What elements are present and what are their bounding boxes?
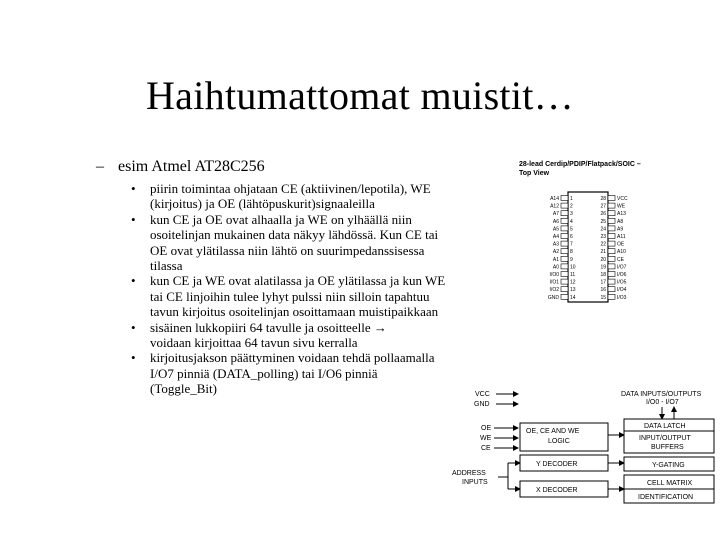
pin-left	[550, 287, 576, 294]
pin-name: A11	[617, 234, 626, 240]
subtitle: esim Atmel AT28C256	[118, 158, 265, 175]
pin-pad	[608, 256, 615, 261]
subtitle-dash: –	[96, 158, 104, 175]
logic-label-1: OE, CE AND WE	[526, 428, 580, 435]
pin-name: OE	[617, 241, 625, 248]
pin-number: 15	[600, 294, 606, 301]
pin-right	[600, 264, 626, 271]
pin-number: 12	[570, 279, 576, 286]
pin-pad	[561, 256, 568, 261]
pin-number: 26	[600, 211, 606, 218]
pin-pad	[561, 272, 568, 277]
pin-name: I/O7	[617, 264, 627, 271]
pin-pad	[608, 287, 615, 292]
bullet-dot-icon: •	[131, 350, 136, 366]
y-decoder-label: Y DECODER	[536, 461, 578, 468]
pin-pad	[608, 226, 615, 231]
pin-right	[600, 211, 626, 218]
gnd-label: GND	[474, 401, 490, 408]
pin-right	[600, 218, 623, 225]
bullet-text: kun CE ja OE ovat alhaalla ja WE on ylhäällä niin osoitelinjan mukainen data näkyy lähdössä. Kun CE tai OE ovat ylätilassa niin lähtö on suurimpedanssisessa tilassa	[150, 211, 439, 274]
bullet-item	[131, 273, 447, 319]
data-io-label-2: I/O0 - I/O7	[646, 399, 679, 406]
pin-name: A12	[550, 203, 559, 210]
pin-number: 9	[570, 256, 573, 263]
pin-name: GND	[547, 294, 559, 301]
buffers-label-1: INPUT/OUTPUT	[639, 435, 691, 442]
pin-name: A7	[552, 211, 559, 218]
pin-number: 19	[600, 264, 606, 271]
pin-number: 7	[570, 241, 573, 248]
pin-pad	[561, 203, 568, 208]
pin-name: A2	[552, 249, 559, 256]
pin-pad	[561, 264, 568, 269]
pinout-caption-line1: 28-lead Cerdip/PDIP/Flatpack/SOIC –	[519, 161, 641, 168]
pin-pad	[608, 218, 615, 223]
pin-number: 16	[600, 287, 606, 294]
bullet-text: kirjoitusjakson päättyminen voidaan tehdä pollaamalla I/O7 pinniä (DATA_polling) tai I/O6 pinniä (Toggle_Bit)	[150, 350, 435, 397]
y-gating-label: Y-GATING	[652, 462, 685, 469]
pin-left	[550, 196, 573, 203]
pin-number: 2	[570, 203, 573, 210]
address-label-2: INPUTS	[462, 479, 488, 486]
pin-right	[600, 272, 626, 279]
pin-name: A13	[617, 211, 626, 218]
pin-name: I/O6	[617, 272, 627, 278]
pin-pad	[608, 234, 615, 239]
bullet-list	[131, 181, 447, 397]
pin-number: 10	[570, 264, 576, 271]
pin-left	[548, 294, 576, 301]
pin-pad	[608, 203, 615, 208]
pin-left	[550, 279, 576, 286]
pin-name: WE	[617, 203, 626, 210]
pin-number: 3	[570, 211, 573, 218]
pin-name: A10	[617, 249, 626, 256]
bullet-item	[131, 212, 447, 274]
pin-left	[553, 226, 573, 233]
pin-pad	[561, 218, 568, 223]
bullet-item	[131, 335, 447, 350]
pin-pad	[608, 294, 615, 299]
pin-left	[550, 203, 573, 210]
pin-left	[550, 272, 576, 279]
vcc-label: VCC	[475, 391, 490, 398]
data-io-label-1: DATA INPUTS/OUTPUTS	[621, 391, 702, 398]
pin-name: VCC	[617, 196, 628, 202]
pin-pad	[608, 264, 615, 269]
pin-left	[553, 249, 573, 256]
bullet-text: sisäinen lukkopiiri 64 tavulle ja osoitteelle	[150, 319, 371, 335]
pin-name: A6	[552, 218, 559, 225]
pin-number: 27	[600, 203, 606, 210]
arrow-right-icon: →	[373, 319, 387, 335]
bullet-dot-icon: •	[131, 181, 136, 196]
pin-name: I/O1	[549, 279, 559, 286]
pin-name: A1	[552, 256, 559, 263]
pin-right	[600, 294, 626, 301]
pin-left	[553, 211, 573, 218]
pin-name: I/O4	[617, 287, 627, 294]
oe-label: OE	[481, 425, 492, 432]
pin-number: 21	[600, 249, 606, 256]
pin-name: A14	[550, 196, 559, 202]
pin-name: A4	[552, 234, 559, 240]
pin-left	[553, 256, 573, 263]
cell-matrix-label: CELL MATRIX	[647, 480, 693, 487]
pin-right	[600, 256, 624, 263]
identification-label: IDENTIFICATION	[638, 494, 694, 501]
pin-pad	[608, 249, 615, 254]
bullet-text: piirin toimintaa ohjataan CE (aktiivinen/lepotila), WE (kirjoitus) ja OE (lähtöpuskurit)signaaleilla	[150, 181, 431, 212]
pin-name: A0	[552, 264, 559, 271]
pin-number: 28	[600, 196, 606, 202]
pin-pad	[561, 249, 568, 254]
we-label: WE	[480, 435, 492, 442]
pin-pad	[608, 241, 615, 246]
bullet-text: voidaan kirjoittaa 64 tavun sivu kerralla	[150, 335, 358, 351]
pin-number: 11	[570, 272, 576, 278]
bullet-item	[131, 181, 447, 212]
pin-name: CE	[617, 256, 624, 263]
pin-number: 6	[570, 234, 573, 240]
pin-pad	[608, 279, 615, 284]
pin-number: 4	[570, 218, 573, 225]
pin-right	[600, 249, 626, 256]
slide-title: Haihtumattomat muistit…	[146, 73, 574, 118]
pin-right	[600, 234, 625, 241]
pin-name: A9	[617, 226, 624, 233]
pin-pad	[561, 234, 568, 239]
pin-number: 24	[600, 226, 606, 233]
pin-name: I/O0	[549, 272, 559, 278]
logic-label-2: LOGIC	[548, 438, 570, 445]
pin-left	[553, 264, 576, 271]
pin-name: A5	[552, 226, 559, 233]
bullet-dot-icon: •	[131, 273, 136, 289]
bullet-item	[131, 350, 447, 396]
pin-number: 5	[570, 226, 573, 233]
bullet-dot-icon: •	[131, 211, 136, 227]
pin-right	[600, 226, 623, 233]
pin-right	[600, 279, 626, 286]
pin-right	[600, 196, 628, 203]
pin-name: A8	[617, 218, 624, 225]
pin-pad	[561, 294, 568, 299]
pin-number: 1	[570, 196, 573, 202]
pin-name: I/O5	[617, 279, 627, 286]
pin-name: I/O2	[549, 287, 559, 294]
pinout-caption-line2: Top View	[519, 170, 550, 177]
pin-number: 22	[600, 241, 606, 248]
pin-name: A3	[552, 241, 559, 248]
pin-right	[600, 203, 625, 210]
pin-number: 18	[600, 272, 606, 278]
pin-number: 8	[570, 249, 573, 256]
pin-pad	[561, 241, 568, 246]
pin-pad	[608, 211, 615, 216]
pin-right	[600, 241, 624, 248]
pin-number: 20	[600, 256, 606, 263]
pin-right	[600, 287, 626, 294]
pin-number: 23	[600, 234, 606, 240]
pin-pad	[561, 279, 568, 284]
pin-number: 17	[600, 279, 606, 286]
pin-pad	[608, 196, 615, 201]
pin-left	[553, 234, 573, 241]
bullet-text: kun CE ja WE ovat alatilassa ja OE ylätilassa ja kun WE tai CE linjoihin tulee lyhyt pulssi niin silloin tapahtuu tavun kirjoitus osoitelinjan osoittamaan muistipaikkaan	[150, 273, 446, 320]
x-decoder-label: X DECODER	[536, 487, 578, 494]
pin-number: 14	[570, 294, 576, 301]
pinout-caption	[519, 160, 641, 178]
pin-number: 25	[600, 218, 606, 225]
data-latch-label: DATA LATCH	[644, 423, 686, 430]
pin-pad	[608, 272, 615, 277]
pin-pad	[561, 226, 568, 231]
pin-number: 13	[570, 287, 576, 294]
bullet-dot-icon: •	[131, 319, 136, 335]
pin-pad	[561, 287, 568, 292]
pin-left	[553, 241, 573, 248]
buffers-label-2: BUFFERS	[651, 444, 684, 451]
address-label-1: ADDRESS	[452, 470, 486, 477]
pin-left	[553, 218, 573, 225]
pin-pad	[561, 196, 568, 201]
bullet-item	[131, 320, 447, 335]
block-diagram	[448, 385, 720, 515]
pin-pad	[561, 211, 568, 216]
pin-name: I/O3	[617, 294, 627, 301]
ce-label: CE	[481, 445, 491, 452]
pinout-diagram	[520, 180, 640, 310]
